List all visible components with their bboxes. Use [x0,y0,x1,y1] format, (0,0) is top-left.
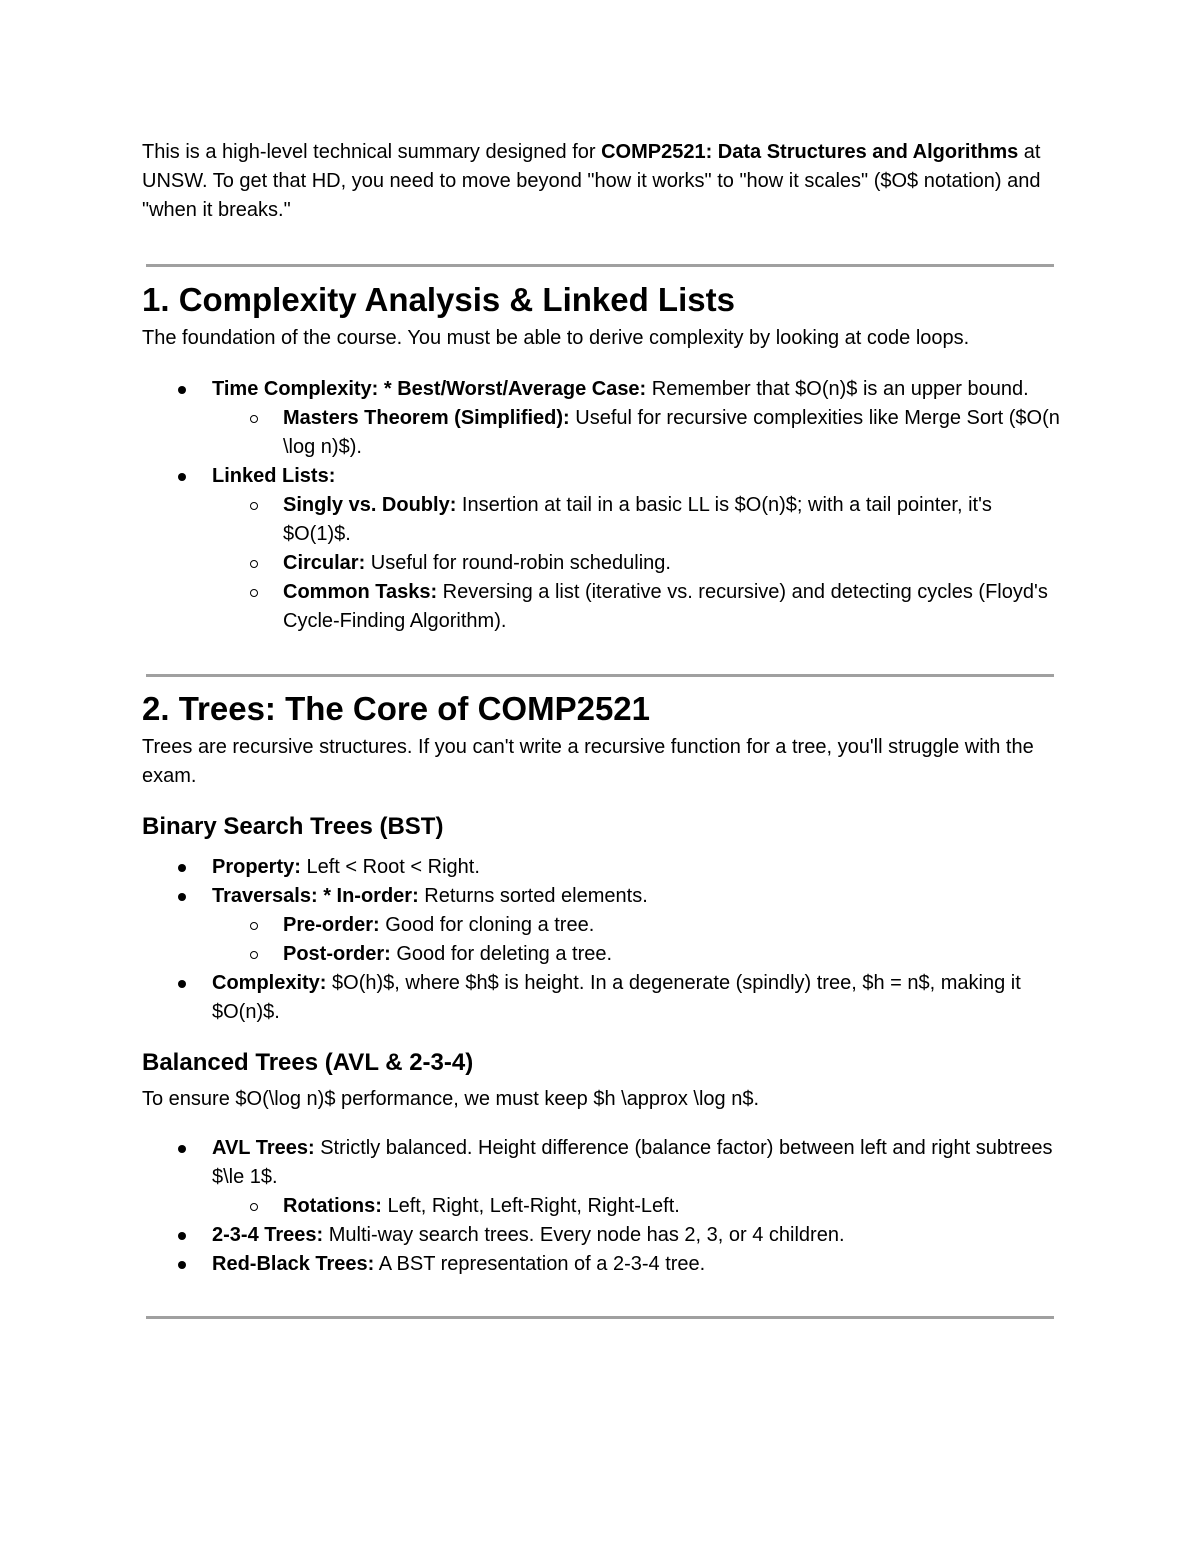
circle-bullet-icon [250,589,258,597]
item-label: Rotations: [283,1195,382,1217]
bullet-icon [178,386,186,394]
sub-list-item [283,549,1062,578]
item-text: Useful for round-robin scheduling. [365,552,671,574]
sub-list-item [283,491,1062,549]
item-label: Time Complexity: * Best/Worst/Average Case: [212,378,647,400]
sub-list [212,911,1062,969]
item-label: Complexity: [212,972,327,994]
bullet-icon [178,1145,186,1153]
item-text: Returns sorted elements. [418,885,648,907]
item-text: Insertion at tail in a basic LL is $O(n)$; with a tail pointer, it's $O(1)$. [283,494,992,545]
section-2-lead: Trees are recursive structures. If you can't write a recursive function for a tree, you'll struggle with the exam. [142,736,1034,787]
item-text: Strictly balanced. Height difference (balance factor) between left and right subtrees $\le 1$. [212,1137,1053,1188]
divider [146,1316,1054,1319]
item-label: Traversals: * In-order: [212,885,419,907]
item-label: Property: [212,856,301,878]
bst-heading: Binary Search Trees (BST) [142,813,444,840]
item-label: Pre-order: [283,914,380,936]
divider [146,674,1054,677]
circle-bullet-icon [250,1203,258,1211]
circle-bullet-icon [250,922,258,930]
section-1-lead: The foundation of the course. You must be able to derive complexity by looking at code loops. [142,327,970,349]
section-2-title: 2. Trees: The Core of COMP2521 [142,690,651,727]
document-page [142,138,1062,1319]
divider [146,264,1054,267]
bullet-icon [178,864,186,872]
circle-bullet-icon [250,415,258,423]
item-label: AVL Trees: [212,1137,315,1159]
list-item [212,462,1062,636]
sub-list [212,491,1062,636]
item-text: Left, Right, Left-Right, Right-Left. [381,1195,680,1217]
section-1-title: 1. Complexity Analysis & Linked Lists [142,281,735,318]
intro-paragraph [142,138,1062,225]
bullet-icon [178,893,186,901]
balanced-list [142,1134,1062,1279]
sub-list-item [283,404,1062,462]
sub-list-item [283,940,1062,969]
section-1-list [142,375,1062,636]
item-text: A BST representation of a 2-3-4 tree. [374,1253,706,1275]
item-label: Circular: [283,552,366,574]
item-text: Remember that $O(n)$ is an upper bound. [646,378,1029,400]
item-text: Useful for recursive complexities like Merge Sort ($O(n \log n)$). [283,407,1060,458]
balanced-heading: Balanced Trees (AVL & 2-3-4) [142,1049,474,1076]
item-text: Multi-way search trees. Every node has 2, 3, or 4 children. [323,1224,845,1246]
bst-list [142,853,1062,1027]
item-text: $O(h)$, where $h$ is height. In a degenerate (spindly) tree, $h = n$, making it $O(n)$. [212,972,1021,1023]
intro-post: at UNSW. To get that HD, you need to move beyond "how it works" to "how it scales" ($O$ notation) and "when it breaks." [142,141,1041,221]
list-item [212,1221,1062,1250]
item-label: Linked Lists: [212,465,336,487]
item-text: Good for deleting a tree. [390,943,613,965]
circle-bullet-icon [250,560,258,568]
sub-list-item [283,1192,1062,1221]
list-item [212,853,1062,882]
item-label: Post-order: [283,943,391,965]
item-label: 2-3-4 Trees: [212,1224,324,1246]
list-item [212,882,1062,969]
item-label: Masters Theorem (Simplified): [283,407,570,429]
item-label: Singly vs. Doubly: [283,494,457,516]
sub-list-item [283,911,1062,940]
item-text: Good for cloning a tree. [379,914,595,936]
intro-pre: This is a high-level technical summary designed for [142,141,602,163]
item-text: Left < Root < Right. [300,856,480,878]
sub-list-item [283,578,1062,636]
bullet-icon [178,473,186,481]
balanced-lead: To ensure $O(\log n)$ performance, we must keep $h \approx \log n$. [142,1088,760,1110]
list-item [212,1134,1062,1221]
intro-course: COMP2521: Data Structures and Algorithms [601,141,1019,163]
list-item [212,1250,1062,1279]
item-label: Common Tasks: [283,581,438,603]
bullet-icon [178,1232,186,1240]
sub-list [212,404,1062,462]
sub-list [212,1192,1062,1221]
list-item [212,969,1062,1027]
bullet-icon [178,1261,186,1269]
item-text: Reversing a list (iterative vs. recursive) and detecting cycles (Floyd's Cycle-Finding Algorithm). [283,581,1048,632]
circle-bullet-icon [250,502,258,510]
list-item [212,375,1062,462]
item-label: Red-Black Trees: [212,1253,375,1275]
circle-bullet-icon [250,951,258,959]
bullet-icon [178,980,186,988]
